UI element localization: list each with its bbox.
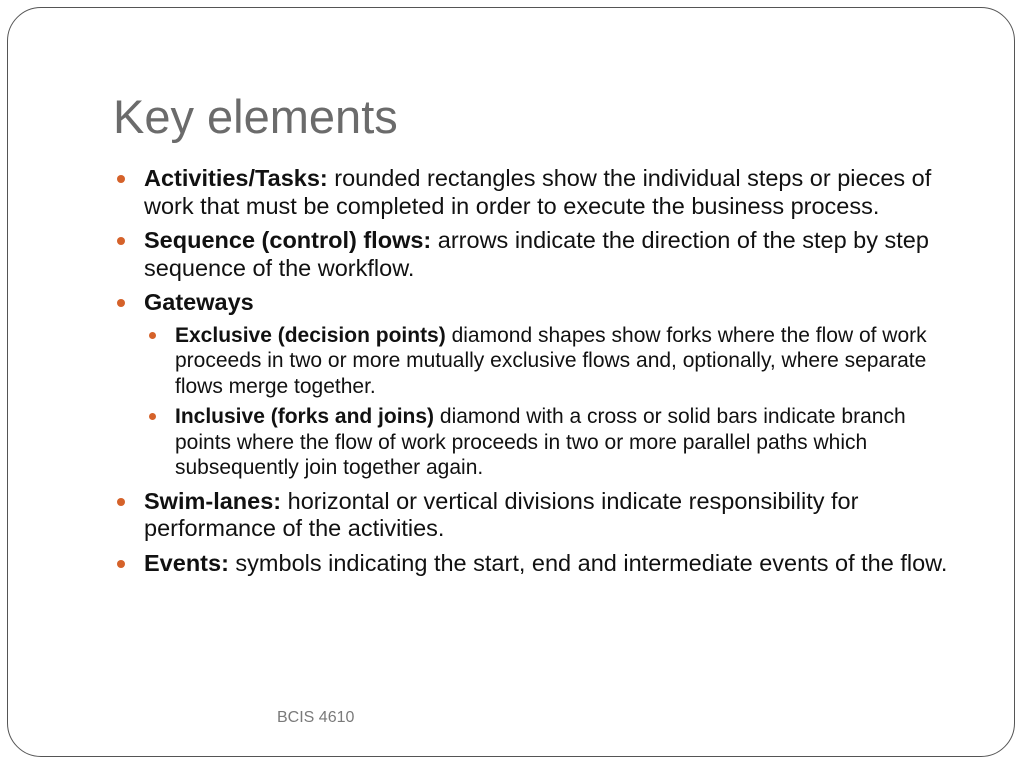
bullet-dot-icon	[117, 175, 125, 183]
sub-bullet-text: diamond shapes show forks where the flow of work proceeds in two or more mutually exclusive flows and, optionally, where separate flows merge together.	[175, 323, 927, 398]
bullet-dot-icon	[117, 498, 125, 506]
bullet-text: arrows indicate the direction of the step by step sequence of the workflow.	[144, 227, 929, 281]
slide-content	[113, 165, 963, 584]
slide-title: Key elements	[113, 90, 398, 143]
bullet-term: Events:	[144, 549, 229, 576]
sub-bullet-term: Inclusive (forks and joins)	[175, 405, 435, 428]
bullet-text: rounded rectangles show the individual steps or pieces of work that must be completed in order to execute the business process.	[144, 165, 932, 219]
bullet-term: Activities/Tasks:	[144, 165, 328, 191]
bullet-term: Sequence (control) flows:	[144, 227, 432, 253]
bullet-gateways	[113, 289, 963, 481]
sub-bullet-term: Exclusive (decision points)	[175, 323, 446, 347]
bullet-dot-icon	[117, 299, 125, 307]
bullet-dot-icon	[117, 237, 125, 245]
slide-footer: BCIS 4610	[277, 709, 355, 726]
bullet-list	[113, 165, 963, 577]
bullet-text: symbols indicating the start, end and intermediate events of the flow.	[228, 549, 948, 576]
sub-bullet-dot-icon	[149, 413, 156, 420]
sub-bullet-inclusive	[145, 404, 963, 481]
sub-bullet-dot-icon	[149, 332, 156, 339]
sub-bullet-text: diamond with a cross or solid bars indicate branch points where the flow of work proceeds in two or more parallel paths which subsequently join together again.	[175, 405, 906, 479]
bullet-events	[113, 550, 963, 578]
bullet-term: Swim-lanes:	[144, 487, 282, 514]
bullet-sequence-flows	[113, 227, 963, 282]
bullet-swim-lanes	[113, 488, 963, 543]
bullet-activities-tasks	[113, 165, 963, 220]
bullet-text: horizontal or vertical divisions indicate responsibility for performance of the activities.	[144, 487, 859, 541]
bullet-dot-icon	[117, 560, 125, 568]
sub-bullet-exclusive	[145, 323, 963, 400]
bullet-term: Gateways	[144, 289, 254, 315]
sub-bullet-list	[145, 323, 963, 481]
